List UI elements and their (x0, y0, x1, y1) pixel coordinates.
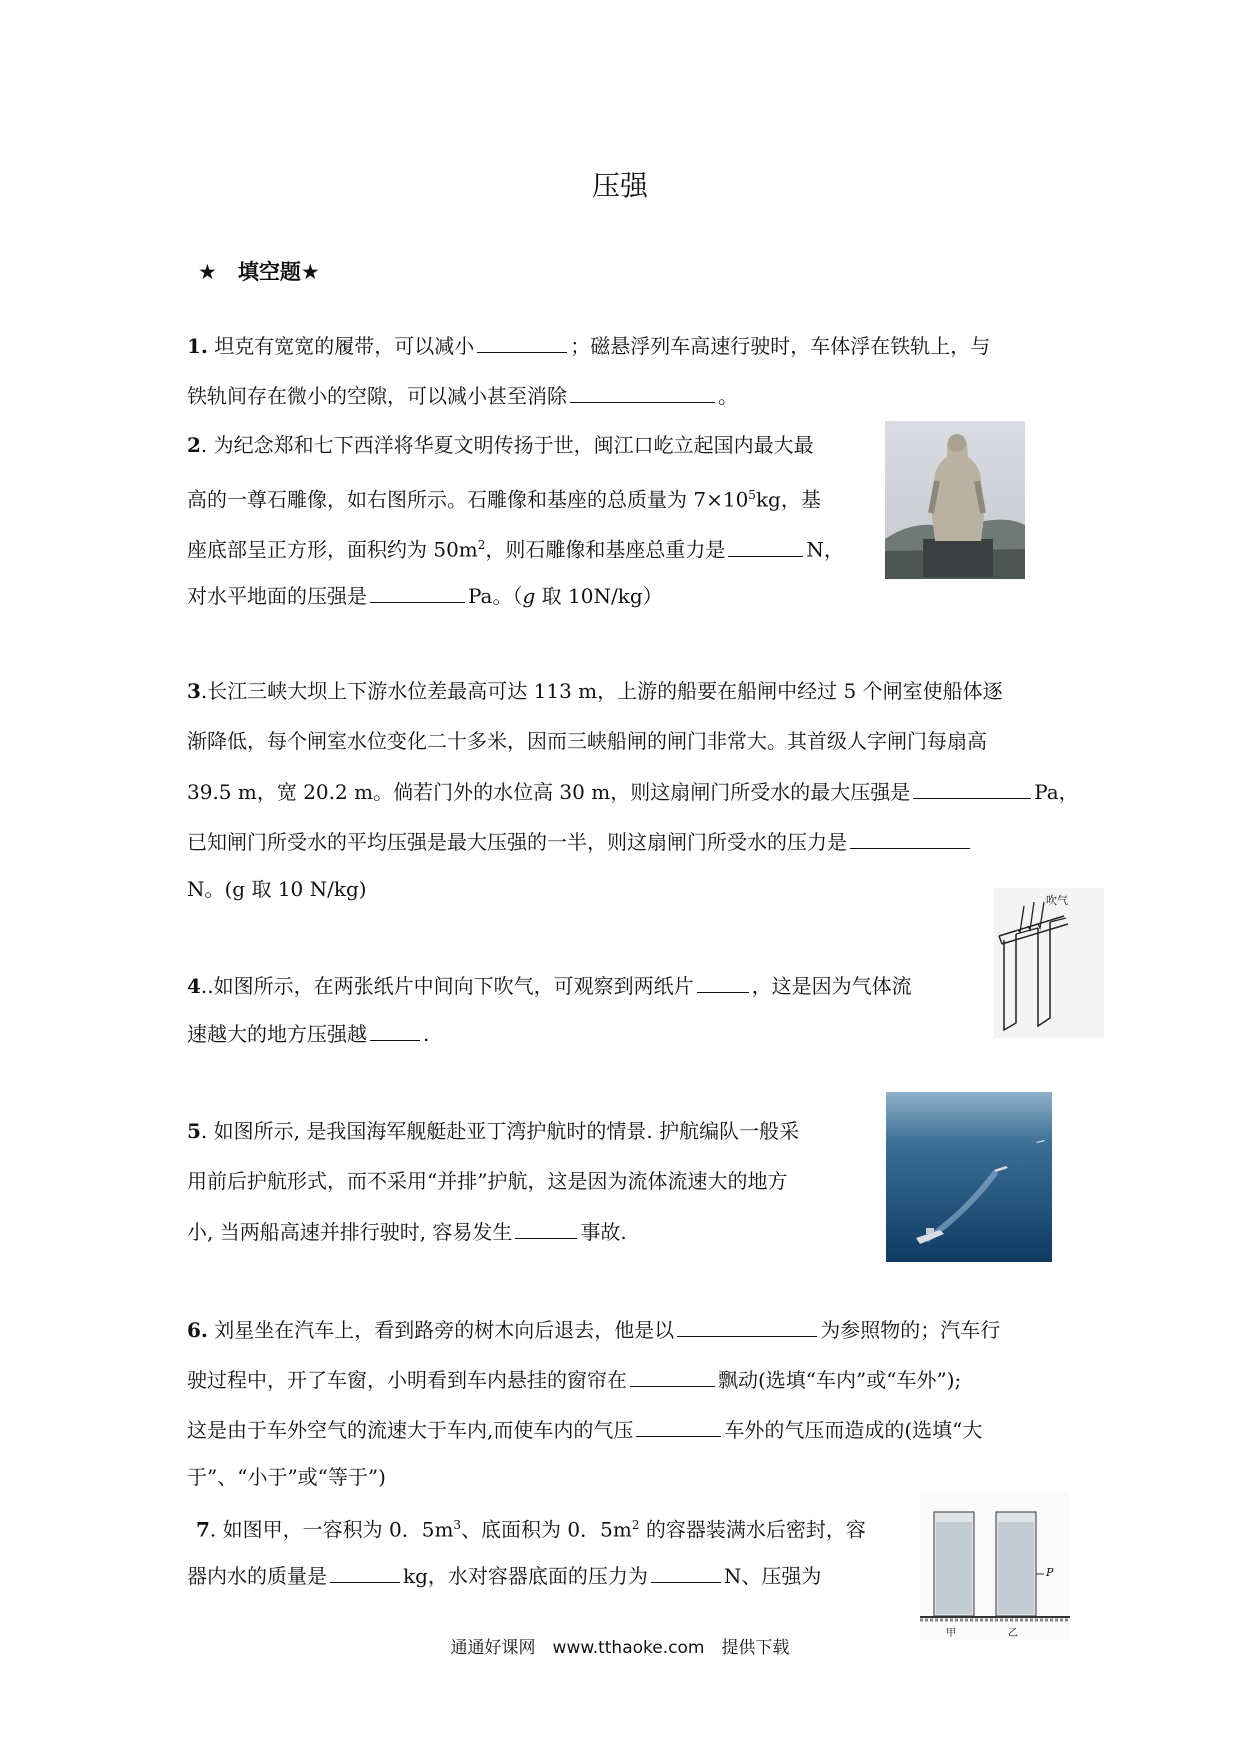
navy-ships-photo (886, 1092, 1052, 1262)
q3-line-1: 3.长江三峡大坝上下游水位差最高可达 113 m，上游的船要在船闸中经过 5 个闸室使船体逐 (187, 679, 1003, 703)
q2-blank-1[interactable] (728, 534, 803, 557)
q2-line-1: 2. 为纪念郑和七下西洋将华夏文明传扬于世，闽江口屹立起国内最大最 (187, 433, 814, 457)
q5-blank-1[interactable] (515, 1216, 577, 1239)
page-footer: 通通好课网 www.tthaoke.com 提供下载 (450, 1638, 790, 1658)
q7-line-1: 7. 如图甲，一容积为 0．$5m^3$、底面积为 0．$5m^2$ 的容器装满水后密封，容 (196, 1517, 866, 1542)
q3-line-4: 已知闸门所受水的平均压强是最大压强的一半，则这扇闸门所受水的压力是 (187, 826, 973, 857)
q6-line-1: 6. 刘星坐在汽车上，看到路旁的树木向后退去，他是以 为参照物的；汽车行 (187, 1314, 1000, 1345)
q4-line-2: 速越大的地方压强越 . (187, 1018, 429, 1049)
q1-line-1: 1. 坦克有宽宽的履带，可以减小 ；磁悬浮列车高速行驶时，车体浮在铁轨上，与 (187, 330, 990, 361)
q3-number: 3 (187, 679, 201, 703)
q6-line-2: 驶过程中，开了车窗，小明看到车内悬挂的窗帘在 飘动(选填“车内”或“车外”); (187, 1364, 961, 1395)
q5-line-3: 小, 当两船高速并排行驶时, 容易发生 事故. (187, 1216, 627, 1247)
q3-line-5: N。(g 取 10 N/kg) (187, 877, 367, 901)
q2-number: 2 (187, 433, 201, 457)
label-yi: 乙 (1008, 1628, 1018, 1639)
q1-blank-1[interactable] (477, 330, 567, 353)
page-title: 压强 (591, 169, 648, 202)
section-heading: ★ 填空题★ (198, 260, 320, 284)
q4-number: 4 (187, 974, 201, 998)
q1-number: 1. (187, 334, 208, 358)
statue-photo (885, 421, 1025, 579)
label-p: P (1046, 1566, 1054, 1579)
q5-line-2: 用前后护航形式，而不采用“并排”护航，这是因为流体流速大的地方 (187, 1169, 788, 1193)
q2-blank-2[interactable] (370, 580, 465, 603)
q2-line-2: 高的一尊石雕像，如右图所示。石雕像和基座的总质量为 $7\times 10^5kg$，基 (187, 487, 821, 512)
q7-line-2: 器内水的质量是 kg，水对容器底面的压力为 N、压强为 (187, 1560, 821, 1591)
q7-blank-2[interactable] (651, 1560, 721, 1583)
q6-blank-2[interactable] (630, 1364, 715, 1387)
blow-label: 吹气 (1046, 894, 1068, 907)
q6-blank-1[interactable] (677, 1314, 817, 1337)
q2-line-3: 座底部呈正方形，面积约为 $50m^2$，则石雕像和基座总重力是 N， (187, 530, 844, 565)
q3-line-2: 渐降低，每个闸室水位变化二十多米，因而三峡船闸的闸门非常大。其首级人字闸门每扇高 (187, 729, 987, 753)
q4-blank-2[interactable] (370, 1018, 420, 1041)
q7-blank-1[interactable] (330, 1560, 400, 1583)
q5-line-1: 5. 如图所示, 是我国海军舰艇赴亚丁湾护航时的情景. 护航编队一般采 (187, 1119, 800, 1143)
q6-line-4: 于”、“小于”或“等于”) (187, 1465, 386, 1489)
q3-blank-1[interactable] (913, 776, 1031, 799)
q1-line-2: 铁轨间存在微小的空隙，可以减小甚至消除 。 (187, 380, 738, 411)
q7-number: 7 (196, 1517, 210, 1542)
paper-blowing-figure (994, 888, 1104, 1038)
containers-figure (920, 1492, 1070, 1640)
q6-line-3: 这是由于车外空气的流速大于车内,而使车内的气压 车外的气压而造成的(选填“大 (187, 1414, 982, 1445)
q3-blank-2[interactable] (850, 826, 970, 849)
q6-blank-3[interactable] (636, 1414, 721, 1437)
label-jia: 甲 (946, 1628, 956, 1639)
q2-line-4: 对水平地面的压强是 Pa。（g 取 10N/kg） (187, 580, 663, 611)
q4-line-1: 4..如图所示，在两张纸片中间向下吹气，可观察到两纸片 ，这是因为气体流 (187, 970, 912, 1001)
q1-blank-2[interactable] (570, 380, 715, 403)
q5-number: 5 (187, 1119, 201, 1143)
q6-number: 6. (187, 1318, 208, 1342)
q4-blank-1[interactable] (697, 970, 749, 993)
q3-line-3: 39.5 m，宽 20.2 m。倘若门外的水位高 30 m，则这扇闸门所受水的最大压强是 Pa， (187, 776, 1079, 807)
